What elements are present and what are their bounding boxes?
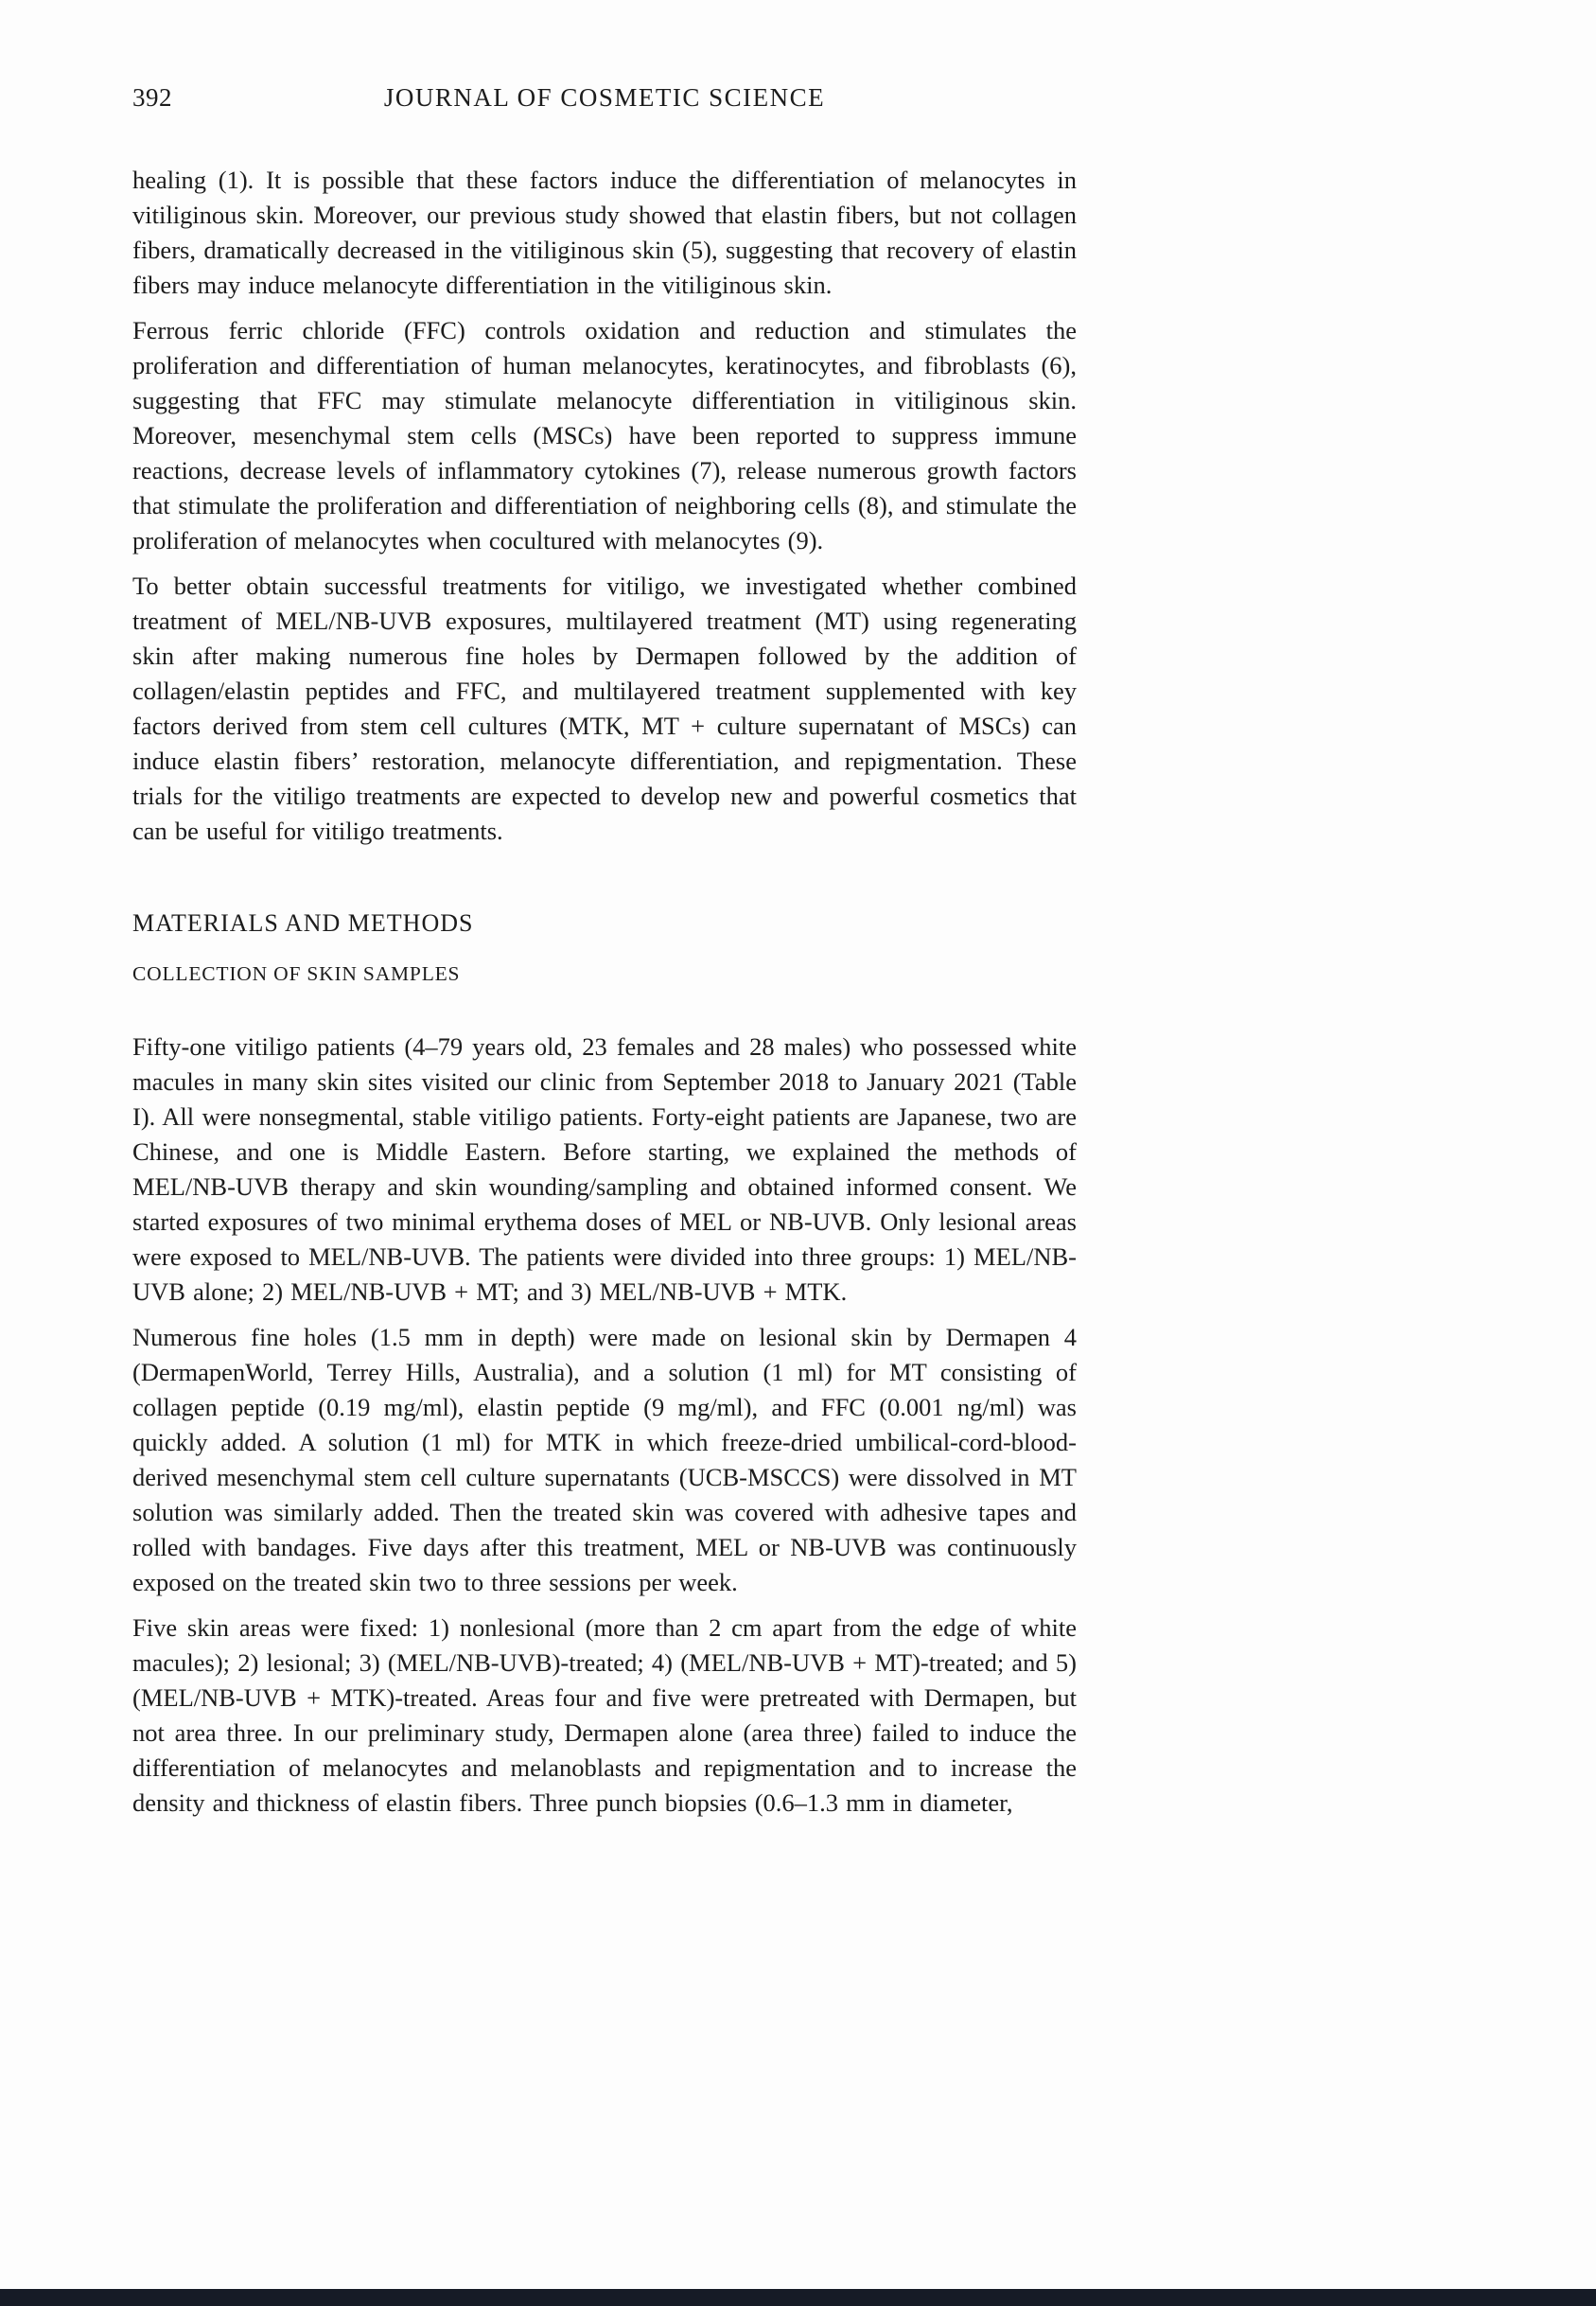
paragraph: Five skin areas were fixed: 1) nonlesional (more than 2 cm apart from the edge of white macules); 2) lesional; 3) (MEL/NB-UVB)-treated; 4) (MEL/NB-UVB + MT)-treated; and 5) (MEL/NB-UVB + MTK)-treated. Areas four and five were pretreated with Dermapen, but not area three. In our preliminary study, Dermapen alone (area three) failed to induce the differentiation of melanocytes and melanoblasts and repigmentation and to increase the density and thickness of elastin fibers. Three punch biopsies (0.6–1.3 mm in diameter, [132,1613,1077,1817]
paragraph: Numerous fine holes (1.5 mm in depth) were made on lesional skin by Dermapen 4 (DermapenWorld, Terrey Hills, Australia), and a solution (1 ml) for MT consisting of collagen peptide (0.19 mg/ml), elastin peptide (9 mg/ml), and FFC (0.001 ng/ml) was quickly added. A solution (1 ml) for MTK in which freeze-dried umbilical-cord-blood-derived mesenchymal stem cell culture supernatants (UCB-MSCCS) were dissolved in MT solution was similarly added. Then the treated skin was covered with adhesive tapes and rolled with bandages. Five days after this treatment, MEL or NB-UVB was continuously exposed on the treated skin two to three sessions per week. [132,1323,1077,1596]
page-number: 392 [132,83,172,112]
running-head [132,83,1077,121]
paragraph: Fifty-one vitiligo patients (4–79 years old, 23 females and 28 males) who possessed white macules in many skin sites visited our clinic from September 2018 to January 2021 (Table I). All were nonsegmental, stable vitiligo patients. Forty-eight patients are Japanese, two are Chinese, and one is Middle Eastern. Before starting, we explained the methods of MEL/NB-UVB therapy and skin wounding/sampling and obtained informed consent. We started exposures of two minimal erythema doses of MEL or NB-UVB. Only lesional areas were exposed to MEL/NB-UVB. The patients were divided into three groups: 1) MEL/NB-UVB alone; 2) MEL/NB-UVB + MT; and 3) MEL/NB-UVB + MTK. [132,1032,1077,1306]
page-content [132,83,1077,1831]
paragraph: To better obtain successful treatments for vitiligo, we investigated whether combined treatment of MEL/NB-UVB exposures, multilayered treatment (MT) using regenerating skin after making numerous fine holes by Dermapen followed by the addition of collagen/elastin peptides and FFC, and multilayered treatment supplemented with key factors derived from stem cell cultures (MTK, MT + culture supernatant of MSCs) can induce elastin fibers’ restoration, melanocyte differentiation, and repigmentation. These trials for the vitiligo treatments are expected to develop new and powerful cosmetics that can be useful for vitiligo treatments. [132,572,1077,845]
paragraph: Ferrous ferric chloride (FFC) controls oxidation and reduction and stimulates the proliferation and differentiation of human melanocytes, keratinocytes, and fibroblasts (6), suggesting that FFC may stimulate melanocyte differentiation in vitiliginous skin. Moreover, mesenchymal stem cells (MSCs) have been reported to suppress immune reactions, decrease levels of inflammatory cytokines (7), release numerous growth factors that stimulate the proliferation and differentiation of neighboring cells (8), and stimulate the proliferation of melanocytes when cocultured with melanocytes (9). [132,316,1077,554]
paragraph: healing (1). It is possible that these factors induce the differentiation of melanocytes in vitiliginous skin. Moreover, our previous study showed that elastin fibers, but not collagen fibers, dramatically decreased in the vitiliginous skin (5), suggesting that recovery of elastin fibers may induce melanocyte differentiation in the vitiliginous skin. [132,166,1077,299]
article-body [132,163,1077,1821]
subsection-heading-collection-of-skin-samples: COLLECTION OF SKIN SAMPLES [132,962,461,985]
bottom-bar [0,2289,1596,2306]
journal-title: JOURNAL OF COSMETIC SCIENCE [383,83,826,112]
section-heading-materials-and-methods: MATERIALS AND METHODS [132,909,474,937]
